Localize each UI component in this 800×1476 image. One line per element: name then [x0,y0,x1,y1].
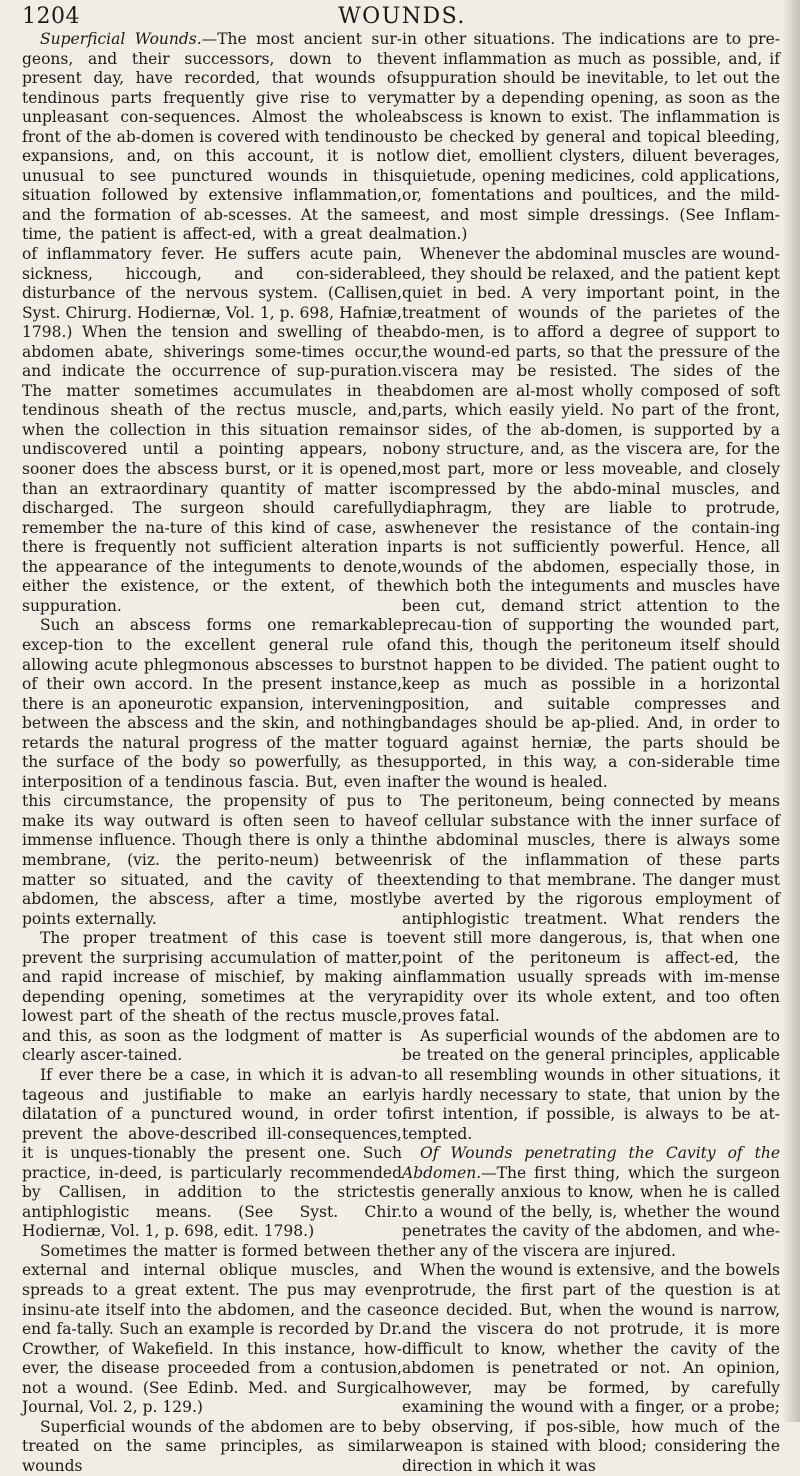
section-heading: Of Wounds penetrating the Cavity of the Abdomen.— [402,1144,780,1182]
section-heading: Superficial Wounds.— [40,30,218,48]
paragraph: The proper treatment of this case is to prevent the surprising accumulation of matter, and rapid increase of mischief, by making a depending opening, sometimes at the very lowest part of the sheath of the rectus muscle, and this, as soon as the lodgment of matter is clearly ascer-tained. [22,929,402,1065]
paragraph: Superficial wounds of the abdomen are to be treated on the same principles, as similar wounds [22,1417,402,1475]
paragraph [22,30,402,616]
paragraph: Whenever the abdominal muscles are wound-ed, they should be relaxed, and the patient kept quiet in bed. A very important point, in the treatment of wounds of the parietes of the abdo-men, is to afford a degree of support to the wound-ed parts, so that the pressure of the viscera may be resisted. The sides of the abdomen are al-most wholly composed of soft parts, which easily yield. No part of the front, or sides, of the ab-domen, is supported by a bony structure, and, as the viscera are, for the most part, more or less moveable, and closely compressed by the abdo-minal muscles, and diaphragm, they are liable to protrude, whenever the resistance of the contain-ing parts is not sufficiently powerful. Hence, all wounds of the abdomen, especially those, in which both the integuments and muscles have been cut, demand strict attention to the precau-tion of supporting the wounded part, and this, though the peritoneum itself should not happen to be divided. The patient ought to keep as much as possible in a horizontal position, and suitable compresses and bandages should be ap-plied. And, in order to guard against herniæ, the parts should be supported, in this way, a con-siderable time after the wound is healed. [402,245,780,791]
paragraph: When the wound is extensive, and the bowels protrude, the first part of the question is at once decided. But, when the wound is narrow, and the viscera do not protrude, it is more difficult to know, whether the cavity of the abdomen is penetrated or not. An opinion, however, may be formed, by carefully examining the wound with a finger, or a probe; by observing, if pos-sible, how much of the weapon is stained with blood; considering the direction in which it was [402,1261,780,1475]
page-number: 1204 [22,4,80,29]
paragraph: Such an abscess forms one remarkable excep-tion to the excellent general rule of allowing acute phlegmonous abscesses to burst of their own accord. In the present instance, there is an aponeurotic expansion, intervening between the abscess and the skin, and nothing retards the natural progress of the matter to the surface of the body so powerfully, as the interposition of a tendinous fascia. But, even in this circumstance, the propensity of pus to make its way outward is often seen to have immense influence. Though there is only a thin membrane, (viz. the perito-neum) between matter so situated, and the cavity of the abdomen, the abscess, after a time, mostly points externally. [22,616,402,928]
paragraph: Sometimes the matter is formed between the external and internal oblique muscles, and spreads to a great extent. The pus may even insinu-ate itself into the abdomen, and the case end fa-tally. Such an example is recorded by Dr. Crowther, of Wakefield. In this instance, how-ever, the disease proceeded from a contusion, not a wound. (See Edinb. Med. and Surgical Journal, Vol. 2, p. 129.) [22,1241,402,1417]
right-column [402,30,780,1476]
paragraph: in other situations. The indications are to pre-vent inflammation as much as possible, and, if suppuration should be inevitable, to let out the matter by a depending opening, as soon as the abscess is known to exist. The inflammation is to be checked by general and topical bleeding, low diet, emollient clysters, diluent beverages, quietude, opening medicines, cold applications, or, fomentations and poultices, and the mild-est, and most simple dressings. (See Inflam-mation.) [402,30,780,244]
running-title: WOUNDS. [338,4,466,29]
paragraph-text: The first thing, which the surgeon is generally anxious to know, when he is called to a wound of the belly, is, whether the wound penetrates the cavity of the abdomen, and whe-ther any of the viscera are injured. [402,1163,780,1260]
paragraph: As superficial wounds of the abdomen are to be treated on the general principles, applicable to all resembling wounds in other situations, it is hardly necessary to state, that union by the first intention, if possible, is always to be at-tempted. [402,1026,780,1143]
paragraph: If ever there be a case, in which it is advan-tageous and justifiable to make an early dilatation of a punctured wound, in order to prevent the above-described ill-consequences, it is unques-tionably the present one. Such practice, in-deed, is particularly recommended by Callisen, in addition to the strictest antiphlogistic means. (See Syst. Chir. Hodiernæ, Vol. 1, p. 698, edit. 1798.) [22,1065,402,1241]
left-column [22,30,402,1476]
paragraph-text: The most ancient sur-geons, and their successors, down to the present day, have recorded, that wounds of tendinous parts frequently give rise to very unpleasant con-sequences. Almost the whole front of the ab-domen is covered with tendinous expansions, and, on this account, it is not unusual to see punctured wounds in this situation followed by extensive inflammation, and the formation of ab-scesses. At the same time, the patient is affect-ed, with a great deal of inflammatory fever. He suffers acute pain, sickness, hiccough, and con-siderable disturbance of the nervous system. (Callisen, Syst. Chirurg. Hodiernæ, Vol. 1, p. 698, Hafniæ, 1798.) When the tension and swelling of the abdomen abate, shiverings some-times occur, and indicate the occurrence of sup-puration. The matter sometimes accumulates in the tendinous sheath of the rectus muscle, and, when the collection in this situation remains undiscovered until a pointing appears, no sooner does the abscess burst, or it is opened, than an extraordinary quantity of matter is discharged. The surgeon should carefully remember the na-ture of this kind of case, as there is frequently not sufficient alteration in the appearance of the integuments to denote, either the existence, or the extent, of the suppuration. [22,30,402,615]
paragraph: The peritoneum, being connected by means of cellular substance with the inner surface of the abdominal muscles, there is always some risk of the inflammation of these parts extending to that membrane. The danger must be averted by the rigorous employment of antiphlogistic treatment. What renders the event still more dangerous, is, that when one point of the peritoneum is affect-ed, the inflammation usually spreads with im-mense rapidity over its whole extent, and too often proves fatal. [402,792,780,1026]
paragraph [402,1144,780,1261]
page-edge-shadow [782,0,800,1422]
